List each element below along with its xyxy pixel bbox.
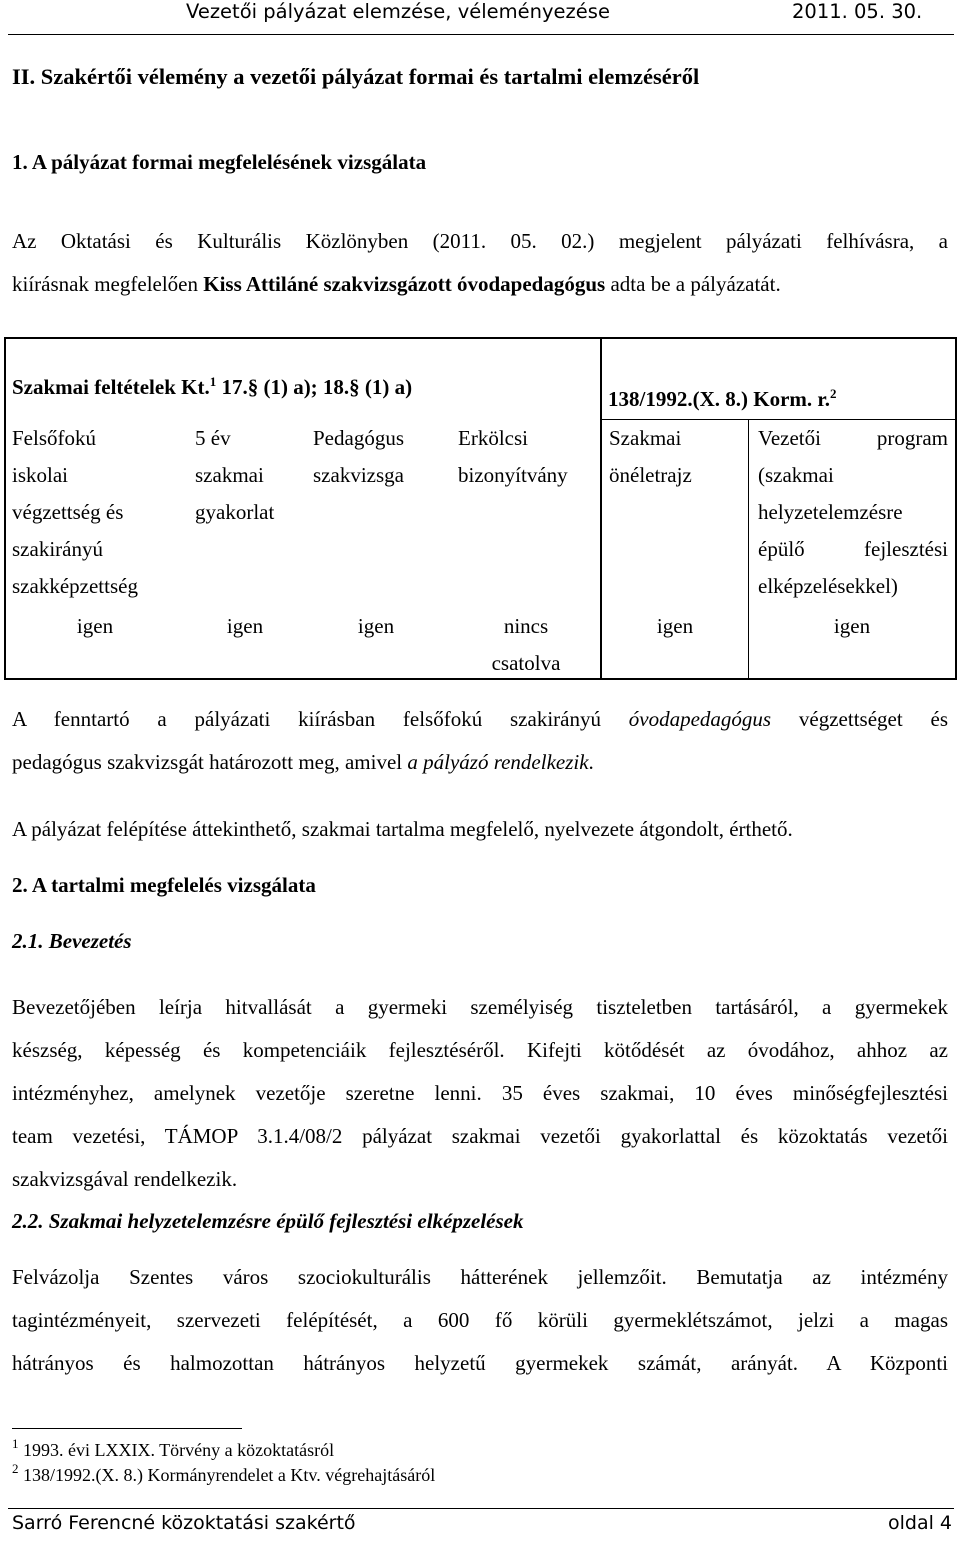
value-cell-exam: igen [357,614,395,638]
intro-section-line: készség, képesség és kompetenciáik fejlesztéséről. Kifejti kötődését az óvodához, ahhoz az [12,1038,948,1062]
group1-ref: 17.§ (1) a); 18.§ (1) a) [216,375,413,399]
value-cell-program: igen [833,614,871,638]
table-border-top [4,337,957,339]
intro-line-2 [12,272,781,297]
header-line: gyakorlat [195,500,275,524]
table-border-right [955,337,957,680]
analysis-section-line: tagintézményeit, szervezeti felépítését, a 600 fő körüli gyermeklétszámot, jelzi a magas [12,1308,948,1332]
value-cell-experience: igen [226,614,264,638]
applicant-name: Kiss Attiláné szakvizsgázott óvodapedagógus [203,272,606,296]
analysis-section-line: hátrányos és halmozottan hátrányos helyzetű gyermekek számát, arányát. A Központi [12,1351,948,1375]
header-cell-cv [609,420,744,494]
footer-author: Sarró Ferencné közoktatási szakértő [12,1512,356,1534]
text-segment: végzettséget és [771,707,948,731]
maintainer-paragraph-line-2 [12,750,594,775]
header-line: végzettség és [12,500,124,524]
header-line: Erkölcsi [458,426,528,450]
header-line: szakképzettség [12,574,138,598]
text-segment: pedagógus szakvizsgát határozott meg, amivel [12,750,408,774]
text-italic: a pályázó rendelkezik [407,750,589,774]
header-line: Szakmai [609,426,682,450]
intro-section-line: team vezetési, TÁMOP 3.1.4/08/2 pályázat szakmai vezetői gyakorlattal és közoktatás vezetői [12,1124,948,1148]
intro-line-1: Az Oktatási és Kulturális Közlönyben (2011. 05. 02.) megjelent pályázati felhívásra, a [12,229,948,253]
section2-heading: 2. A tartalmi megfelelés vizsgálata [12,873,316,897]
header-cell-program [758,420,948,605]
value-cell-education: igen [76,614,114,638]
group2-label-text: 138/1992.(X. 8.) Korm. r. [608,387,831,411]
intro-section-line: intézményhez, amelynek vezetője szeretne lenni. 35 éves szakmai, 10 éves minőségfejlesztési [12,1081,948,1105]
analysis-section-line: Felvázolja Szentes város szociokulturális hátterének jellemzőit. Bemutatja az intézmény [12,1265,948,1289]
section1-heading: 1. A pályázat formai megfelelésének vizsgálata [12,150,427,174]
group1-label-text: Szakmai feltételek Kt. [12,375,210,399]
intro-section-line: Bevezetőjében leírja hitvallását a gyermeki személyiség tiszteletben tartásáról, a gyermekek [12,995,948,1019]
structure-paragraph: A pályázat felépítése áttekinthető, szakmai tartalma megfelelő, nyelvezete átgondolt, érthető. [12,817,793,841]
header-line: szakmai [195,463,264,487]
header-date: 2011. 05. 30. [792,0,923,23]
footnote-text: 1993. évi LXXIX. Törvény a közoktatásról [18,1440,335,1460]
intro-text-end: adta be a pályázatát. [605,272,781,296]
value-line: csatolva [491,651,561,675]
intro-section-line: szakvizsgával rendelkezik. [12,1167,238,1191]
group2-label [608,381,837,418]
footnote-text: 138/1992.(X. 8.) Kormányrendelet a Ktv. végrehajtásáról [18,1465,436,1485]
footnote-2 [12,1461,436,1486]
footnote-ref-1: 1 [209,374,217,389]
section21-heading: 2.1. Bevezetés [12,929,132,953]
footer-rule [8,1508,954,1509]
header-doc-title: Vezetői pályázat elemzése, véleményezése [186,0,610,23]
header-line: önéletrajz [609,463,692,487]
intro-text: kiírásnak megfelelően [12,272,204,296]
value-cell-certificate [451,608,601,682]
text-segment: A fenntartó a pályázati kiírásban felsőfokú szakirányú [12,707,629,731]
header-line: épülő fejlesztési [758,537,948,561]
header-line: Vezetői program [758,426,948,450]
header-line: szakirányú [12,537,103,561]
footnote-ref-2: 2 [830,386,837,401]
header-line: elképzelésekkel) [758,574,898,598]
main-heading: II. Szakértői vélemény a vezetői pályázat formai és tartalmi elemzéséről [12,64,700,89]
header-line: helyzetelemzésre [758,500,903,524]
text-italic: óvodapedagógus [628,707,772,731]
value-line: nincs [503,614,549,638]
header-cell-exam [313,420,448,494]
header-line: bizonyítvány [458,463,568,487]
text-segment: . [588,750,594,774]
header-rule [8,34,954,35]
header-line: Felsőfokú [12,426,96,450]
footnote-number: 1 [12,1436,19,1451]
header-cell-certificate [458,420,598,494]
header-cell-education [12,420,182,605]
maintainer-paragraph-line-1 [12,707,948,732]
header-cell-experience [195,420,305,531]
section22-heading: 2.2. Szakmai helyzetelemzésre épülő fejlesztési elképzelések [12,1209,524,1233]
footnote-separator [12,1428,242,1429]
footnote-number: 2 [12,1461,19,1476]
footnote-1 [12,1436,335,1461]
header-line: szakvizsga [313,463,404,487]
header-line: 5 év [195,426,231,450]
table-border-left [4,337,6,680]
value-cell-cv: igen [656,614,694,638]
header-line: (szakmai [758,463,834,487]
page-number: oldal 4 [887,1512,952,1534]
page-header [0,0,960,40]
header-line: Pedagógus [313,426,404,450]
group1-label [12,369,412,406]
header-line: iskolai [12,463,68,487]
